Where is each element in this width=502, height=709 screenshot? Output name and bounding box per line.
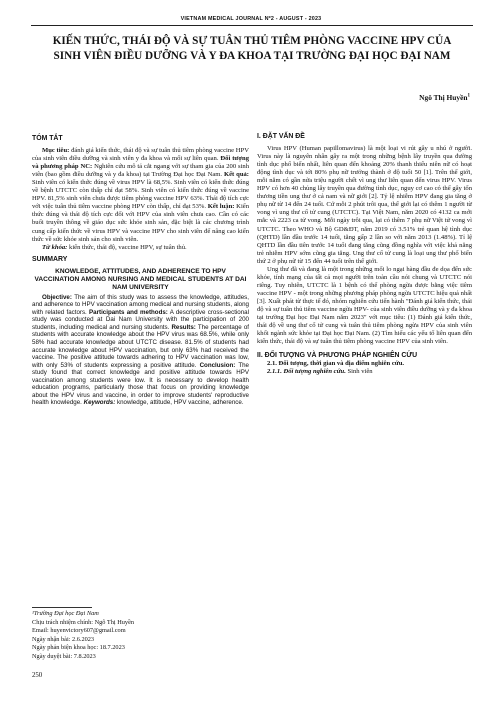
footnote-rule: [32, 607, 92, 608]
footnote: ¹Trường Đại học Đại Nam Chịu trách nhiệm chính: Ngô Thị Huyền Email: huyenvictory607@gmail.com Ngày nhận bài: 2.6.2023 Ngày phản biện khoa học: 18.7.2023 Ngày duyệt bài: 7.8.2023: [32, 610, 135, 660]
paper-title: KIẾN THỨC, THÁI ĐỘ VÀ SỰ TUÂN THỦ TIÊM PHÒNG VACCINE HPV CỦA SINH VIÊN ĐIỀU DƯỠNG VÀ Y ĐA KHOA TẠI TRƯỜNG ĐẠI HỌC ĐẠI NAM: [52, 35, 452, 62]
abstract-en-body: Objective: The aim of this study was to assess the knowledge, attitudes, and adherence to HPV vaccination among medical and nursing students, along with related factors. Participants and methods: A descriptive cross-sectional study was conducted at Dai Nam University with the participation of 200 students, including medical and nursing students. Results: The percentage of students with accurate knowledge about the HPV virus was 68.5%, while only 58% had accurate knowledge about UTCTC disease. 81.5% of students had accurate knowledge about HPV vaccination, but only 63% had received the vaccine. The positive attitude towards adhering to HPV vaccination was low, with only 53% of students expressing a positive attitude. Conclusion: The study found that correct knowledge and positive attitude towards HPV vaccination among students were low. It is necessary to develop health education programs, particularly those that focus on providing knowledge about the HPV virus and vaccine, in order to improve students' reproductive health knowledge. Keywords: knowledge, attitude, HPV vaccine, adherence.: [32, 293, 249, 407]
journal-header: VIETNAM MEDICAL JOURNAL Nº2 - AUGUST - 2023: [180, 16, 322, 22]
author-name: Ngô Thị Huyền$^1$: [419, 93, 470, 102]
methods-subheading: 2.1. Đối tượng, thời gian và địa điểm nghiên cứu.: [267, 360, 405, 368]
english-title: KNOWLEDGE, ATTITUDES, AND ADHERENCE TO HPV VACCINATION AMONG NURSING AND MEDICAL STUDENTS AT DAI NAM UNIVERSITY: [34, 267, 247, 291]
abstract-vi-heading: TÓM TẮT: [32, 135, 63, 142]
intro-heading: I. ĐẶT VẤN ĐỀ: [257, 133, 305, 140]
abstract-vi-keywords: Từ khóa: kiến thức, thái độ, vaccine HPV, sự tuân thủ.: [42, 243, 187, 251]
intro-paragraph-2: Ung thư đã và đang là một trong những mối lo ngại hàng đầu đe dọa đến sức khỏe, tính mạng của tất cả mọi người trên toàn cầu nói chung và UTCTC nói riêng. Tuy nhiên, UTCTC là 1 bệnh có thể phòng ngừa được bằng việc tiêm vaccine HPV - một trong những phương pháp phòng ngừa UTCTC hiệu quả nhất [3]. Xuất phát từ thực tế đó, nhóm nghiên cứu tiến hành "Đánh giá kiến thức, thái độ và sự tuân thủ tiêm vaccine ngừa HPV- của sinh viên điều dưỡng và y đa khoa tại trường Đại học Đại Nam năm 2023" với mục tiêu: (1) Đánh giá kiến thức, thái độ về ung thư cổ tử cung và tuân thủ tiêm phòng ngừa HPV của sinh viên khối ngành sức khỏe tại Đại học Đại Nam. (2) Tìm hiểu các yếu tố liên quan đến kiến thức, thái độ và sự tuân thủ tiêm phòng vaccine HPV của sinh viên.: [257, 265, 472, 346]
methods-heading: II. ĐỐI TƯỢNG VÀ PHƯƠNG PHÁP NGHIÊN CỨU: [257, 352, 418, 360]
intro-paragraph-1: Virus HPV (Human papillomavirus) là một loại vi rút gây u nhú ở người. Virus này là nguyên nhân gây ra một trong những bệnh lây truyền qua đường tình dục phổ biến nhất, liên quan đến khoảng 20% thanh thiếu niên nữ có hoạt động tình dục và tới 80% phụ nữ trưởng thành ở độ tuổi 50 [1]. Trên thế giới, mỗi năm có gần nửa triệu người chết vì ung thư liên quan đến virus HPV. Virus HPV có hơn 40 chủng lây truyền qua đường tình dục, nguy cơ cao có thể gây tổn thương tiền ung thư ở cả nam và nữ giới [2]. Tỷ lệ nhiễm HPV đang gia tăng ở phụ nữ từ 14 đến 24 tuổi. Cứ mỗi 2 phút trôi qua, thế giới lại có thêm 1 người từ vong vì ung thư cổ tử cung (UTCTC). Tại Việt Nam, năm 2020 có 4132 ca mới mắc và 2223 ca tử vong. Mỗi ngày trôi qua, lại có thêm 7 phụ nữ Việt tử vong vì UTCTC. Theo WHO và Bộ GD&ĐT, năm 2019 có 3.51% trẻ quan hệ tình dục (QHTD) lần đầu trước 14 tuổi, tăng gấp 2 lần so với năm 2013 (1.48%). Tỉ lệ QHTD lần đầu tiên trước 14 tuổi đang tăng cũng đồng nghĩa với việc khả năng trẻ nhiễm HPV sớm cũng gia tăng. Ung thư cổ tử cung là loại ung thư phổ biến thứ 2 ở phụ nữ từ 15 đến 44 tuổi trên thế giới.: [257, 145, 472, 265]
left-column: [32, 132, 249, 407]
methods-subsubheading: 2.1.1. Đối tượng nghiên cứu. Sinh viên: [267, 368, 373, 376]
page-number: 250: [32, 672, 43, 679]
header-rule: [31, 25, 473, 26]
right-column: [257, 133, 472, 376]
abstract-vi-body: Mục tiêu: đánh giá kiến thức, thái độ và sự tuân thủ tiêm phòng vaccine HPV của sinh viên điều dưỡng và sinh viên y đa khoa và mối sự liên quan. Đối tượng và phương pháp NC: Nghiên cứu mô tả cắt ngang với sự tham gia của 200 sinh viên (bao gồm điều dưỡng và y đa khoa) tại Trường Đại học Đại Nam. Kết quả: Sinh viên có kiến thức đúng về virus HPV là 68,5%. Sinh viên có kiến thức đúng về bệnh UTCTC còn thấp chỉ đạt 58%. Sinh viên có kiến thức đúng về vaccine HPV. 81,5% sinh viên chưa được tiêm phòng vaccine HPV 63%. Thái độ tích cực với việc tuân thủ tiêm vaccine phòng HPV còn thấp, chỉ đạt 53%. Kết luận: Kiến thức đúng và thái độ tích cực đối với HPV của sinh viên chưa cao. Cần có các buổi truyền thông về giáo dục sức khỏe sinh sản, đặc biệt là các chương trình cung cấp kiến thức về virus HPV và vaccine HPV cho sinh viên để nâng cao kiến thức về sức khỏe sinh sản cho sinh viên.: [32, 147, 250, 243]
summary-heading: SUMMARY: [32, 255, 68, 263]
